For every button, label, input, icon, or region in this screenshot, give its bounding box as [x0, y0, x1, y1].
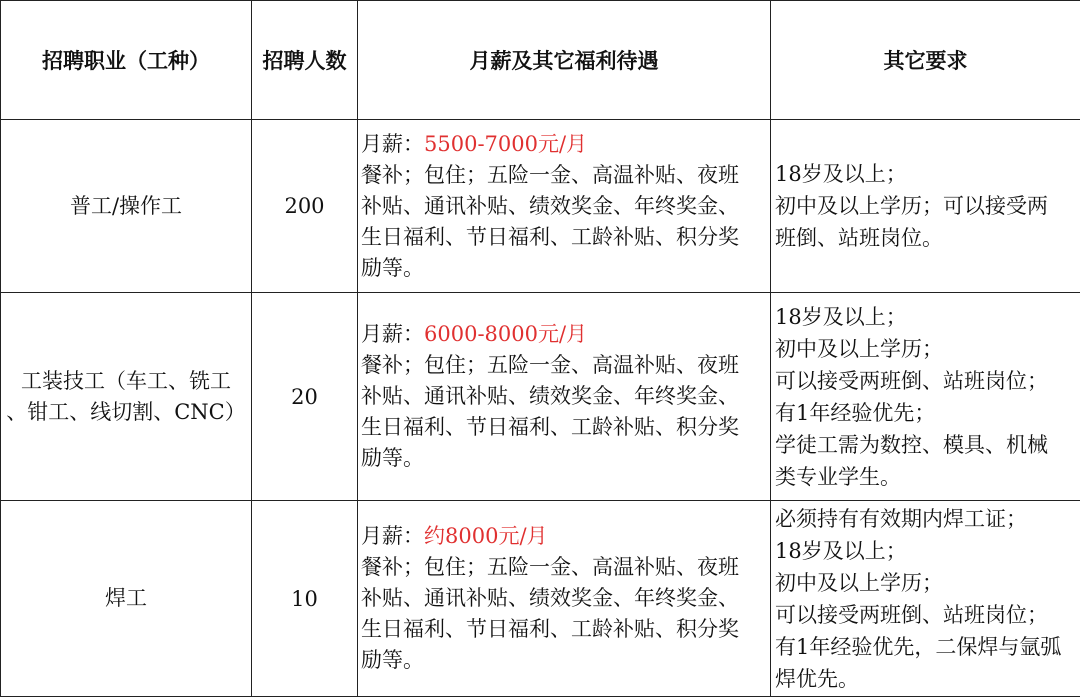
salary-label: 月薪：	[361, 132, 424, 156]
count-cell: 10	[252, 501, 358, 697]
requirement-line: 18岁及以上；	[775, 535, 1080, 567]
count-cell: 20	[252, 293, 358, 501]
requirements-cell	[771, 293, 1080, 501]
header-salary: 月薪及其它福利待遇	[358, 1, 771, 120]
occupation-text: 工装技工（车工、铣工	[1, 366, 251, 397]
header-requirements: 其它要求	[771, 1, 1080, 120]
requirement-line: 18岁及以上；	[775, 301, 1080, 333]
requirement-line: 班倒、站班岗位。	[775, 222, 1080, 254]
requirements-cell	[771, 501, 1080, 697]
requirement-line: 初中及以上学历；	[775, 333, 1080, 365]
salary-cell	[358, 120, 771, 293]
requirement-line: 初中及以上学历；	[775, 567, 1080, 599]
benefits-line: 生日福利、节日福利、工龄补贴、积分奖	[361, 614, 770, 645]
salary-value: 5500-7000元/月	[424, 132, 587, 156]
salary-value: 约8000元/月	[424, 524, 548, 548]
header-occupation: 招聘职业（工种）	[1, 1, 252, 120]
table-row	[1, 120, 1080, 293]
requirement-line: 可以接受两班倒、站班岗位；	[775, 365, 1080, 397]
salary-label: 月薪：	[361, 322, 424, 346]
benefits-line: 励等。	[361, 645, 770, 676]
salary-cell	[358, 501, 771, 697]
benefits-line: 励等。	[361, 443, 770, 474]
occupation-text: 普工/操作工	[1, 191, 251, 222]
requirement-line: 学徒工需为数控、模具、机械	[775, 429, 1080, 461]
requirement-line: 有1年经验优先，二保焊与氩弧	[775, 631, 1080, 663]
salary-label: 月薪：	[361, 524, 424, 548]
benefits-line: 餐补；包住；五险一金、高温补贴、夜班	[361, 350, 770, 381]
salary-value: 6000-8000元/月	[424, 322, 587, 346]
benefits-line: 补贴、通讯补贴、绩效奖金、年终奖金、	[361, 381, 770, 412]
occupation-cell	[1, 501, 252, 697]
salary-line	[361, 129, 770, 160]
benefits-line: 餐补；包住；五险一金、高温补贴、夜班	[361, 160, 770, 191]
header-row	[1, 1, 1080, 120]
requirements-cell	[771, 120, 1080, 293]
benefits-line: 生日福利、节日福利、工龄补贴、积分奖	[361, 222, 770, 253]
requirement-line: 必须持有有效期内焊工证；	[775, 503, 1080, 535]
occupation-text: 、钳工、线切割、CNC）	[1, 397, 251, 428]
requirement-line: 有1年经验优先；	[775, 397, 1080, 429]
requirement-line: 焊优先。	[775, 663, 1080, 695]
benefits-line: 励等。	[361, 253, 770, 284]
salary-line	[361, 521, 770, 552]
table-row	[1, 501, 1080, 697]
requirement-line: 可以接受两班倒、站班岗位；	[775, 599, 1080, 631]
benefits-line: 餐补；包住；五险一金、高温补贴、夜班	[361, 552, 770, 583]
benefits-line: 补贴、通讯补贴、绩效奖金、年终奖金、	[361, 191, 770, 222]
table-row	[1, 293, 1080, 501]
salary-line	[361, 319, 770, 350]
count-cell: 200	[252, 120, 358, 293]
requirement-line: 初中及以上学历；可以接受两	[775, 190, 1080, 222]
salary-cell	[358, 293, 771, 501]
header-count: 招聘人数	[252, 1, 358, 120]
requirement-line: 18岁及以上；	[775, 158, 1080, 190]
benefits-line: 补贴、通讯补贴、绩效奖金、年终奖金、	[361, 583, 770, 614]
requirement-line: 类专业学生。	[775, 461, 1080, 493]
occupation-text: 焊工	[1, 583, 251, 614]
occupation-cell	[1, 120, 252, 293]
benefits-line: 生日福利、节日福利、工龄补贴、积分奖	[361, 412, 770, 443]
occupation-cell	[1, 293, 252, 501]
